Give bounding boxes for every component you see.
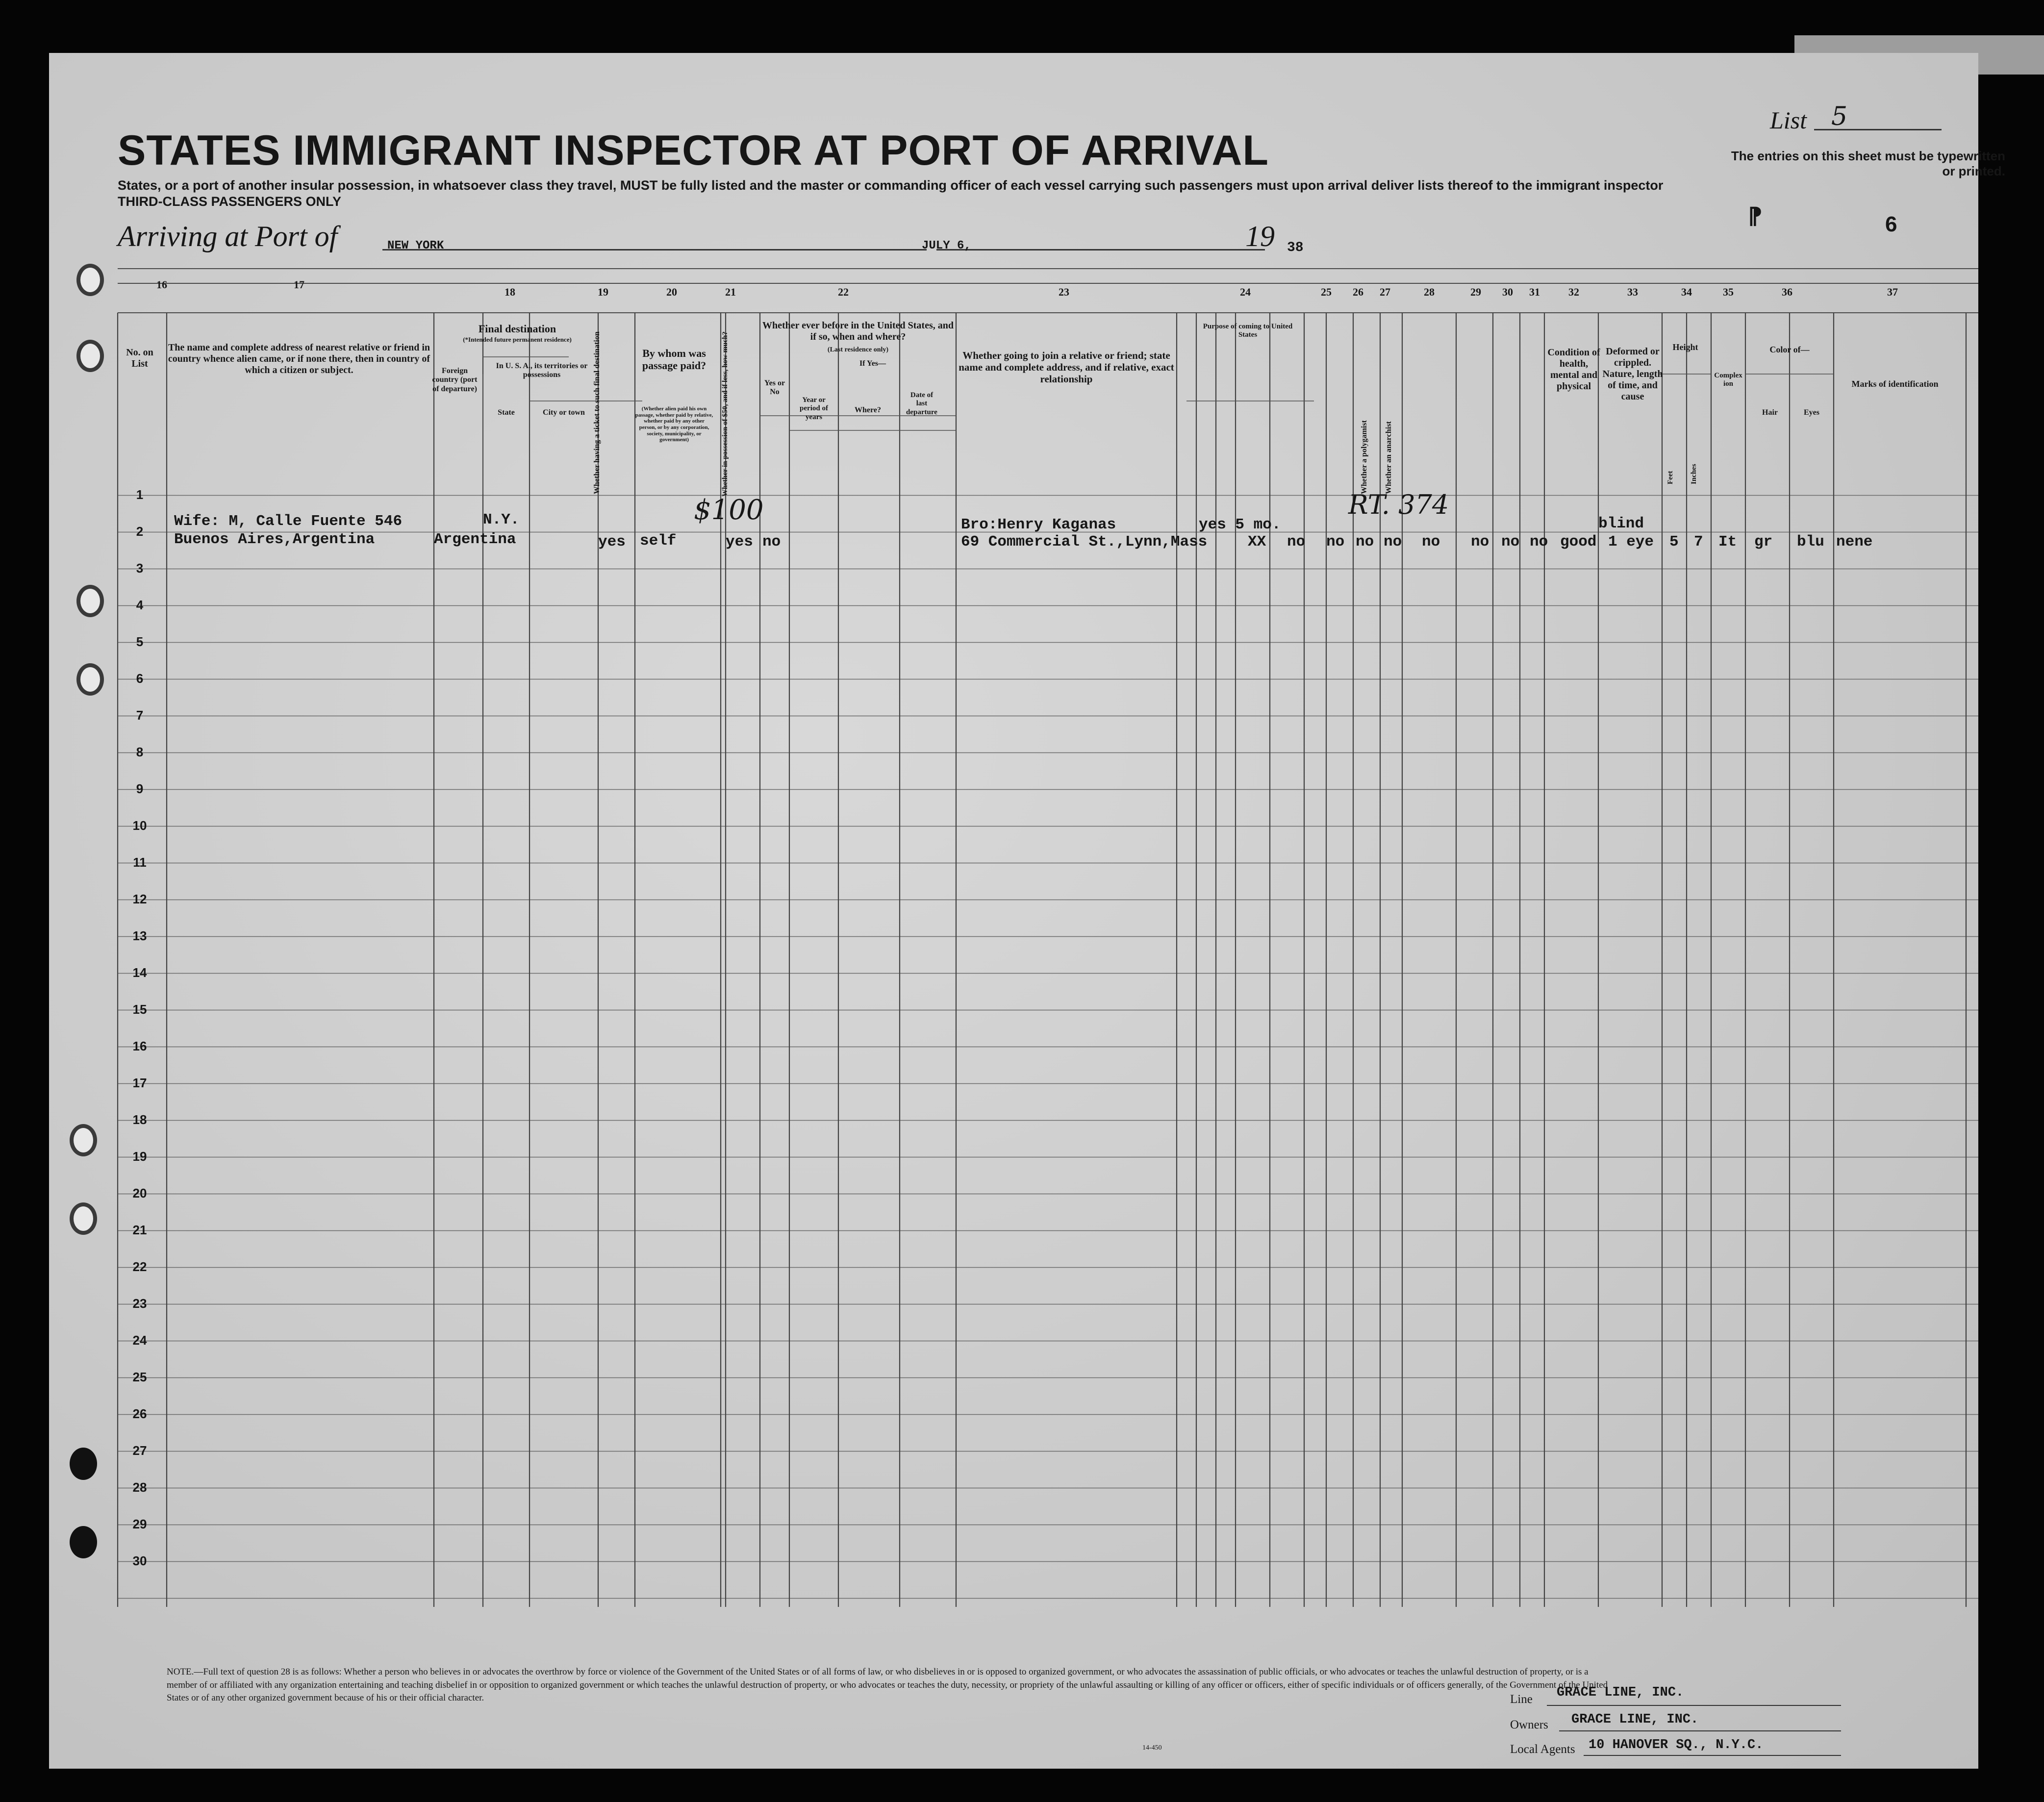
header-date-departure: Date of last departure (906, 391, 937, 416)
entry-col31: no (1501, 533, 1520, 551)
col-num-37: 37 (1887, 286, 1898, 298)
col-num-34: 34 (1681, 286, 1692, 298)
row-number: 24 (132, 1333, 147, 1348)
header-height: Height (1672, 342, 1698, 352)
entry-state: N.Y. (483, 511, 520, 528)
binder-hole (76, 663, 104, 696)
form-number: 14-450 (1142, 1744, 1162, 1752)
sheet-mark: ⁋ (1748, 203, 1763, 228)
entry-col32: no (1530, 533, 1548, 551)
header-anarchist: Whether an anarchist (1385, 421, 1393, 494)
binder-hole (70, 1202, 97, 1235)
row-number: 27 (132, 1443, 147, 1458)
col-num-24: 24 (1240, 286, 1251, 298)
row-number: 2 (136, 524, 144, 539)
manifest-sheet (49, 53, 2005, 1769)
entry-money-hand: $100 (694, 494, 764, 526)
port-value: NEW YORK (387, 239, 444, 252)
entry-health: good (1560, 533, 1597, 551)
row-number: 7 (136, 708, 144, 723)
header-state: State (498, 408, 515, 417)
col-num-25: 25 (1321, 286, 1332, 298)
col-num-21: 21 (725, 286, 736, 298)
owners-value: GRACE LINE, INC. (1571, 1712, 1699, 1727)
row-number: 15 (132, 1002, 147, 1017)
header-passage-note: (Whether alien paid his own passage, whether paid by relative, whether paid by any other person, or by any corporation, society, municipality, or government) (635, 406, 713, 443)
entry-eyes: blu (1797, 533, 1824, 551)
col-num-19: 19 (598, 286, 608, 298)
form-subtitle: States, or a port of another insular possession, in whatsoever class they travel, MUST be fully listed and the master or commanding officer of each vessel carrying such passengers must upon arrival deliver lists thereof to the immigrant inspector (118, 178, 1664, 193)
header-city: City or town (543, 408, 585, 417)
row-number: 5 (136, 634, 144, 649)
form-title: STATES IMMIGRANT INSPECTOR AT PORT OF ARRIVAL (118, 127, 1269, 174)
entry-ever-before: no (762, 533, 781, 551)
header-yes-or-no: Yes or No (764, 379, 785, 397)
list-number: 5 (1831, 102, 1848, 131)
line-underline (1547, 1705, 1841, 1706)
row-number: 12 (132, 892, 147, 906)
entry-complexion: It (1718, 533, 1737, 551)
question-28-note: NOTE.—Full text of question 28 is as follows: Whether a person who believes in or advocates the overthrow by force or violence of the Government of the United States or of all forms of law, or who disbelieves in or is opposed to organized government, or who advocates the assassination of public officials, or who advocates or teaches the unlawful destruction of property, or is a member of or affiliated with any organization entertaining and teaching disbelief in or opposition to organized government or which teaches the unlawful destruction of property, or who advocates or teaches the duty, necessity, or propriety of the unlawful assaulting or killing of any officer or officers, either of specific individuals or of officers generally, of the Government of the United States or of any other organized government because of his or their official character. (167, 1667, 1608, 1703)
row-number: 10 (132, 818, 147, 833)
header-if-yes: If Yes— (859, 359, 886, 368)
col-num-35: 35 (1723, 286, 1734, 298)
class-line: THIRD-CLASS PASSENGERS ONLY (118, 194, 342, 209)
header-polygamist: Whether a polygamist (1360, 420, 1368, 494)
entry-hand-note: RT. 374 (1348, 489, 1449, 520)
col-num-32: 32 (1568, 286, 1579, 298)
row-number: 3 (136, 561, 144, 576)
entry-col28: no (1384, 533, 1402, 551)
line-value: GRACE LINE, INC. (1557, 1685, 1684, 1700)
header-ever-before: Whether ever before in the United States, and if so, when and where? (762, 320, 954, 342)
header-complexion: Complexion (1714, 372, 1742, 388)
entry-money: yes (726, 533, 753, 551)
row-number: 28 (132, 1480, 147, 1495)
entry-deformed-line1: blind (1598, 515, 1644, 532)
entry-col26: no (1326, 533, 1345, 551)
binder-hole (76, 340, 104, 372)
col-num-31: 31 (1529, 286, 1540, 298)
header-hair: Hair (1762, 408, 1778, 417)
binder-hole (76, 264, 104, 296)
col-num-33: 33 (1627, 286, 1638, 298)
entry-relative-line2: Buenos Aires,Argentina (174, 531, 375, 548)
col-num-36: 36 (1782, 286, 1792, 298)
entry-col30: no (1471, 533, 1489, 551)
col-num-17: 17 (294, 278, 304, 291)
row-number: 8 (136, 745, 144, 759)
agents-underline (1584, 1755, 1841, 1756)
header-condition: Condition of health, mental and physical (1547, 347, 1600, 392)
col-num-23: 23 (1059, 286, 1069, 298)
header-passage-paid: By whom was passage paid? (642, 347, 707, 372)
entries-note: The entries on this sheet must be typewritten or printed. (1731, 149, 2005, 178)
year-suffix: 38 (1287, 240, 1304, 255)
header-year-period: Year or period of years (800, 396, 828, 421)
header-final-destination: Final destination (478, 323, 556, 335)
header-color-of: Color of— (1769, 345, 1810, 354)
entry-country: Argentina (434, 531, 516, 548)
row-number: 26 (132, 1406, 147, 1421)
header-inches: Inches (1690, 464, 1698, 484)
header-feet: Feet (1666, 471, 1674, 484)
row-number: 20 (132, 1186, 147, 1201)
date-value: JULY 6, (922, 239, 971, 252)
sheet-number: 6 (1885, 212, 1897, 236)
entry-deformed-line2: 1 eye (1608, 533, 1654, 551)
entry-inches: 7 (1694, 533, 1703, 551)
row-number: 1 (136, 487, 144, 502)
owners-underline (1559, 1730, 1841, 1731)
row-number: 22 (132, 1259, 147, 1274)
row-number: 11 (133, 855, 147, 870)
header-in-usa: In U. S. A., its territories or possessions (496, 362, 588, 379)
entry-col27: no (1356, 533, 1374, 551)
row-number: 18 (132, 1112, 147, 1127)
header-purpose: Purpose of coming to United States (1203, 323, 1293, 339)
binder-hole (70, 1448, 97, 1480)
grid-lines (49, 53, 1978, 1769)
row-number: 21 (132, 1223, 147, 1237)
entry-relative-us-line2: 69 Commercial St.,Lynn,Mass (961, 533, 1208, 551)
header-no-on-list: No. on List (126, 347, 153, 369)
entry-paid-by: self (640, 532, 677, 550)
col-num-27: 27 (1380, 286, 1390, 298)
year-prefix: 19 (1245, 220, 1275, 252)
header-foreign-country: Foreign country (port of departure) (432, 367, 478, 393)
row-number: 6 (136, 671, 144, 686)
entry-marks: nene (1836, 533, 1873, 551)
entry-hair: gr (1754, 533, 1773, 551)
col-num-22: 22 (838, 286, 849, 298)
header-ticket: Whether having a ticket to such final destination (593, 331, 601, 494)
col-num-30: 30 (1502, 286, 1513, 298)
row-number: 4 (136, 598, 144, 612)
col-num-29: 29 (1470, 286, 1481, 298)
binder-hole (76, 585, 104, 617)
arriving-label: Arriving at Port of (118, 220, 338, 252)
header-money: Whether in possession of $50, and if less, how much? (721, 331, 729, 497)
entry-relative-line1: Wife: M, Calle Fuente 546 (174, 513, 403, 530)
binder-hole (70, 1124, 97, 1156)
header-nearest-relative: The name and complete address of nearest relative or friend in country whence alien came, or if none there, then in country of which a citizen or subject. (168, 342, 430, 375)
header-marks: Marks of identification (1851, 379, 1939, 389)
row-number: 29 (132, 1517, 147, 1531)
row-number: 23 (132, 1296, 147, 1311)
header-where: Where? (855, 406, 881, 414)
agents-label: Local Agents (1510, 1743, 1575, 1756)
agents-value: 10 HANOVER SQ., N.Y.C. (1589, 1738, 1764, 1752)
list-label: List (1770, 106, 1807, 134)
col-num-18: 18 (505, 286, 515, 298)
entry-col25: no (1287, 533, 1306, 551)
row-number: 17 (132, 1076, 147, 1090)
header-final-destination-note: (*Intended future permanent residence) (463, 336, 572, 343)
row-number: 19 (132, 1149, 147, 1164)
entry-purpose-mark: XX (1248, 533, 1266, 551)
col-num-16: 16 (156, 278, 167, 291)
binder-hole (70, 1526, 97, 1558)
row-number: 25 (132, 1370, 147, 1384)
header-deformed: Deformed or crippled. Nature, length of time, and cause (1602, 346, 1663, 402)
row-number: 13 (132, 928, 147, 943)
col-num-26: 26 (1353, 286, 1363, 298)
owners-label: Owners (1510, 1718, 1548, 1731)
entry-ticket: yes (598, 533, 626, 551)
row-number: 9 (136, 781, 144, 796)
col-num-28: 28 (1424, 286, 1435, 298)
header-join-relative: Whether going to join a relative or friend; state name and complete address, and if relative, exact relationship (959, 350, 1174, 385)
entry-feet: 5 (1669, 533, 1679, 551)
row-number: 30 (132, 1553, 147, 1568)
entry-relative-us-line1: Bro:Henry Kaganas (961, 516, 1116, 533)
col-num-20: 20 (666, 286, 677, 298)
line-label: Line (1510, 1693, 1533, 1706)
header-eyes: Eyes (1804, 408, 1819, 417)
row-number: 16 (132, 1039, 147, 1053)
entry-purpose: yes 5 mo. (1199, 516, 1281, 533)
row-number: 14 (132, 965, 147, 980)
entry-col29: no (1422, 533, 1440, 551)
header-last-residence: (Last residence only) (827, 346, 889, 353)
